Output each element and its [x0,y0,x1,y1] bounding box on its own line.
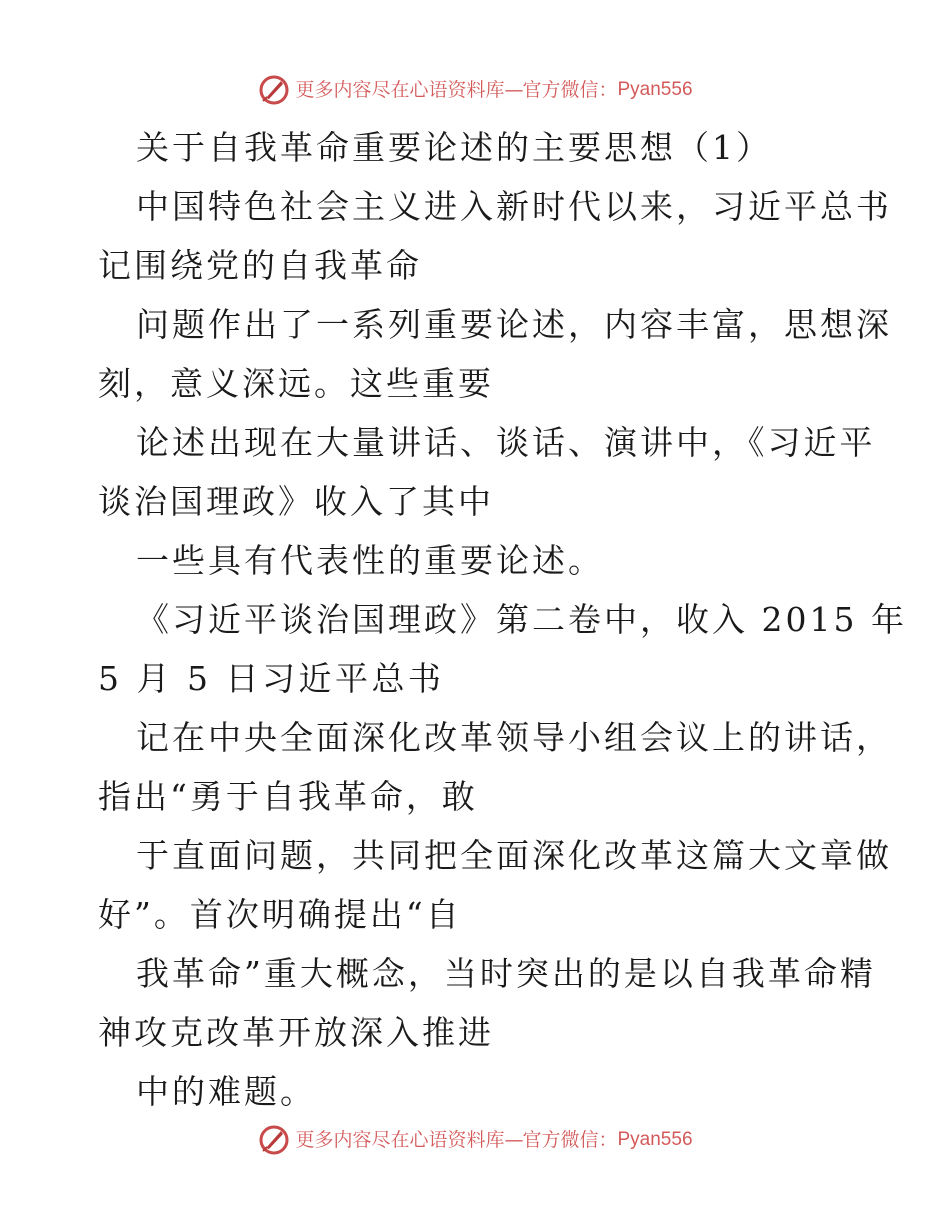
header-wechat-handle: Pyan556 [617,79,693,100]
paragraph-line: 问题作出了一系列重要论述，内容丰富，思想深 [136,305,892,344]
header-watermark [0,70,950,110]
paragraph-line: 我革命”重大概念，当时突出的是以自我革命精 [136,954,876,993]
paragraph-line: 记在中央全面深化改革领导小组会议上的讲话， [136,718,892,757]
paragraph-line: 指出“勇于自我革命，敢 [98,777,478,816]
document-title: 关于自我革命重要论述的主要思想（1） [136,128,772,167]
paragraph-line: 一些具有代表性的重要论述。 [136,541,604,580]
document-body [98,118,907,1121]
header-site-text: 更多内容尽在心语资料库 [295,79,505,101]
header-wechat-label: 官方微信： [522,79,618,101]
paragraph-line: 好”。首次明确提出“自 [98,895,462,934]
footer-wechat-handle: Pyan556 [617,1129,693,1150]
paragraph-line: 论述出现在大量讲话、谈话、演讲中，《习近平 [136,423,876,462]
paragraph-line: 记围绕党的自我革命 [98,246,422,285]
paragraph-line: 谈治国理政》收入了其中 [98,482,494,521]
paragraph-line: 《习近平谈治国理政》第二卷中，收入 2015 年 [136,600,907,639]
paragraph-line: 5 月 5 日习近平总书 [98,659,445,698]
feather-pen-circle-icon [257,73,291,107]
paragraph-line: 于直面问题，共同把全面深化改革这篇大文章做 [136,836,892,875]
footer-site-text: 更多内容尽在心语资料库 [295,1129,505,1151]
footer-dash: — [504,1129,523,1151]
footer-wechat-label: 官方微信： [522,1129,618,1151]
paragraph-line: 神攻克改革开放深入推进 [98,1013,494,1052]
feather-pen-circle-icon [257,1123,291,1157]
header-dash: — [504,79,523,101]
paragraph-line: 中的难题。 [136,1072,316,1111]
paragraph-line: 刻，意义深远。这些重要 [98,364,494,403]
footer-watermark [0,1120,950,1160]
paragraph-line: 中国特色社会主义进入新时代以来，习近平总书 [136,187,892,226]
